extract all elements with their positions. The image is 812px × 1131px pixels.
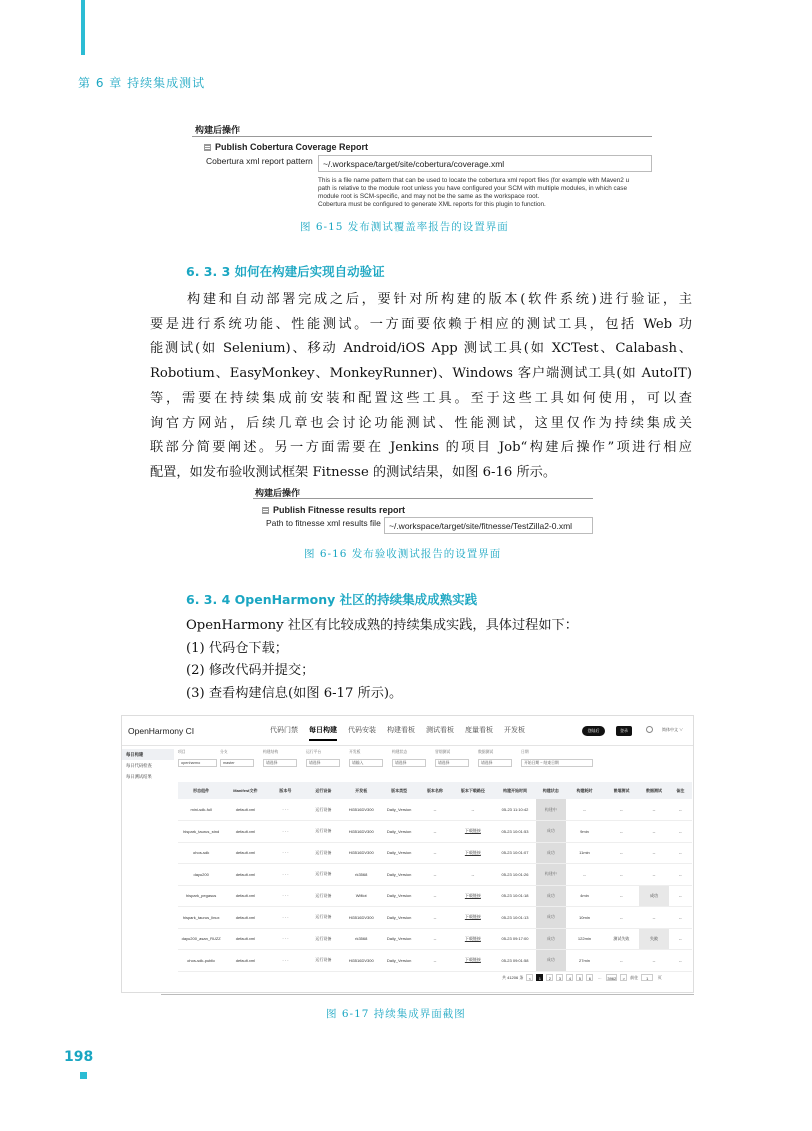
- table-cell: 05-23 09:17:00: [494, 928, 536, 950]
- pagination: [502, 974, 663, 981]
- table-cell: 27min: [566, 950, 604, 972]
- table-cell: --: [669, 950, 692, 972]
- table-cell: rk3568: [342, 864, 380, 886]
- table-cell: --: [418, 821, 452, 843]
- table-cell: --: [418, 842, 452, 864]
- table-cell: Daily_Version: [380, 928, 418, 950]
- page-marker: [80, 1072, 87, 1079]
- table-cell[interactable]: --: [452, 864, 494, 886]
- fig15-field-label: Cobertura xml report pattern: [206, 156, 313, 166]
- table-cell: 成功: [536, 821, 565, 843]
- table-cell: --: [639, 907, 668, 929]
- filter-data-test[interactable]: 请选择: [478, 759, 512, 767]
- table-cell: --: [418, 928, 452, 950]
- filter-build-status[interactable]: 请选择: [392, 759, 426, 767]
- column-header: 冒烟测试: [603, 782, 639, 799]
- table-cell: --: [669, 864, 692, 886]
- table-header: [178, 782, 692, 799]
- table-cell: --: [639, 864, 668, 886]
- table-cell: --: [669, 907, 692, 929]
- ci-nav: [270, 725, 525, 741]
- page-button[interactable]: 6: [586, 974, 593, 981]
- login-button[interactable]: 登录: [616, 726, 632, 736]
- nav-daily-build[interactable]: 每日构建: [309, 725, 337, 741]
- fig16-divider: [253, 498, 593, 499]
- table-cell: 05-23 10:01:07: [494, 842, 536, 864]
- column-header: 构建状态: [536, 782, 565, 799]
- table-cell: 构建中: [536, 799, 565, 821]
- table-cell[interactable]: 运行设备: [304, 821, 342, 843]
- table-cell: Hi3516DV300: [342, 799, 380, 821]
- sidebar-item-test-result[interactable]: 每日测试结果: [126, 774, 152, 779]
- table-cell[interactable]: · · ·: [266, 842, 304, 864]
- table-cell[interactable]: 下载链接: [452, 928, 494, 950]
- ci-topbar: [122, 716, 693, 746]
- table-cell: --: [603, 842, 639, 864]
- table-cell: Daily_Version: [380, 842, 418, 864]
- page-button[interactable]: <: [526, 974, 533, 981]
- table-cell[interactable]: 下载链接: [452, 885, 494, 907]
- table-cell: 9min: [566, 821, 604, 843]
- table-cell: --: [639, 799, 668, 821]
- table-body: [178, 799, 692, 971]
- table-cell[interactable]: 运行设备: [304, 799, 342, 821]
- table-cell: default.xml: [224, 885, 266, 907]
- table-cell: Hi3516DV300: [342, 842, 380, 864]
- page-button[interactable]: 1: [536, 974, 543, 981]
- filter-smoke[interactable]: 请选择: [435, 759, 469, 767]
- table-cell[interactable]: · · ·: [266, 950, 304, 972]
- table-cell: ohos-sdk-public: [178, 950, 224, 972]
- fig15-section-title: 构建后操作: [195, 125, 241, 135]
- table-cell: hispark_taurus_stnd: [178, 821, 224, 843]
- column-header: 形态组件: [178, 782, 224, 799]
- column-header: 版本下载路径: [452, 782, 494, 799]
- column-header: 版本名称: [418, 782, 452, 799]
- table-cell[interactable]: 下载链接: [452, 821, 494, 843]
- table-cell: 成功: [536, 928, 565, 950]
- column-header: 构建耗时: [566, 782, 604, 799]
- table-cell[interactable]: 下载链接: [452, 842, 494, 864]
- table-cell: 4min: [566, 885, 604, 907]
- table-cell[interactable]: 运行设备: [304, 950, 342, 972]
- table-cell: --: [418, 950, 452, 972]
- table-cell: 11min: [566, 842, 604, 864]
- chapter-accent-bar: [81, 0, 85, 55]
- table-cell[interactable]: 运行设备: [304, 885, 342, 907]
- nav-gate[interactable]: 代码门禁: [270, 727, 298, 734]
- table-cell: Daily_Version: [380, 950, 418, 972]
- table-cell: Hi3516DV300: [342, 950, 380, 972]
- table-cell: 构建中: [536, 864, 565, 886]
- table-cell: default.xml: [224, 928, 266, 950]
- page-number: 198: [64, 1049, 94, 1065]
- table-cell: 10min: [566, 907, 604, 929]
- table-cell: 05-23 09:01:58: [494, 950, 536, 972]
- table-cell[interactable]: · · ·: [266, 885, 304, 907]
- column-header: Manifest文件: [224, 782, 266, 799]
- table-cell: 05-23 10:01:13: [494, 907, 536, 929]
- column-header: 版本号: [266, 782, 304, 799]
- table-row: [178, 907, 692, 929]
- table-cell: --: [603, 885, 639, 907]
- login-after-button[interactable]: 登陆后: [582, 726, 605, 736]
- table-cell: mini-sdk-full: [178, 799, 224, 821]
- filter-project[interactable]: openharmo: [178, 759, 217, 767]
- table-cell: --: [669, 842, 692, 864]
- table-cell[interactable]: 运行设备: [304, 928, 342, 950]
- table-cell[interactable]: --: [452, 799, 494, 821]
- table-cell[interactable]: 运行设备: [304, 864, 342, 886]
- table-cell: Daily_Version: [380, 885, 418, 907]
- page-button[interactable]: >: [620, 974, 627, 981]
- column-header: 运行设备: [304, 782, 342, 799]
- nav-code-install[interactable]: 代码安装: [348, 727, 376, 734]
- table-cell: --: [418, 864, 452, 886]
- table-cell[interactable]: 运行设备: [304, 907, 342, 929]
- filter-platform[interactable]: 请选择: [306, 759, 340, 767]
- column-header: 版本类型: [380, 782, 418, 799]
- column-header: 开发板: [342, 782, 380, 799]
- table-cell: 失败: [639, 928, 668, 950]
- table-cell: 成功: [639, 885, 668, 907]
- column-header: 数据测试: [639, 782, 668, 799]
- table-cell: Daily_Version: [380, 864, 418, 886]
- section-6-3-4-body: OpenHarmony 社区有比较成熟的持续集成实践，具体过程如下： (1) 代码仓下载； (2) 修改代码并提交； (3) 查看构建信息(如图 6-17 所示)。: [186, 618, 578, 702]
- table-cell[interactable]: · · ·: [266, 928, 304, 950]
- table-cell: 测试失败: [603, 928, 639, 950]
- fitnesse-path-input[interactable]: ~/.workspace/target/site/fitnesse/TestZilla2-0.xml: [384, 517, 593, 534]
- chapter-header: 第 6 章 持续集成测试: [78, 76, 206, 90]
- fig15-caption: 图 6-15 发布测试覆盖率报告的设置界面: [300, 221, 509, 233]
- fig15-divider: [192, 136, 652, 137]
- table-cell: 05-23 10:01:26: [494, 864, 536, 886]
- table-cell: dayu200_asan_RUZZ: [178, 928, 224, 950]
- sidebar-item-code-check[interactable]: 每日代码检查: [126, 763, 152, 768]
- nav-dev-board[interactable]: 开发板: [504, 727, 525, 734]
- filter-devboard[interactable]: 请输入: [349, 759, 383, 767]
- nav-build-board[interactable]: 构建看板: [387, 727, 415, 734]
- ci-sidebar: [122, 746, 174, 993]
- table-row: [178, 928, 692, 950]
- column-header: 构建开始时间: [494, 782, 536, 799]
- table-cell: 05-23 11:10:42: [494, 799, 536, 821]
- table-cell: --: [669, 821, 692, 843]
- openharmony-ci-screenshot: OpenHarmony CI 代码门禁 每日构建 代码安装 构建看板 测试看板 度量看板 开发板 登陆后 登录 简体中文 ∨ 每日构建 每日代码检查 每日测试结果 项目 openharmo 分支 master 构建结构 请选择 运行平台 请选择 开发板 请输入 构建状态 请选择 冒烟测试 请选择 数据测试 请选择 日期 开始日期 ~ 结束日期 形态组件 Manifest文件 版本号 运行设备 开发板 版本类型 版本名称 版本下载路径 构建开始时间 构建状态 构建耗时 冒烟测试 数据测试 备注 mini-sdk-full default.xml · · · 运行设备 Hi3516DV300 Daily_Version -- -- 05-23 11:10:42 构建中 -- -- -- -- hispark_taurus_stnd default.xml · · · 运行设备 Hi3516DV300 Daily_Version -- 下载链接 05-23 10:01:53 成功 9min -- -- -- ohos-sdk default.xml · · · 运行设备 Hi3516DV300 Daily_Version -- 下载链接 05-23 10:01:07 成功 11min -- -- -- dayu200 default.xml · · · 运行设备 rk3568 Daily_Version -- -- 05-23 10:01:26 构建中 -- -- -- -- hispark_pegasus default.xml · · · 运行设备 Wifiiot Daily_Version -- 下载链接 05-23 10:01:18 成功 4min -- 成功 -- hispark_taurus_linux default.xml · · · 运行设备 Hi3516DV300 Daily_Version -- 下载链接 05-23 10:01:13 成功 10min -- -- -- dayu200_asan_RUZZ default.xml · · · 运行设备 rk3568 Daily_Version -- 下载链接 05-23 09:17:00 成功 122min 测试失败 失败 -- ohos-sdk-public default.xml · · · 运行设备 Hi3516DV300 Daily_Version -- 下载链接 05-23 09:01:58 成功 27min -- -- -- 共 41206 条 < 1 2 3 4 5 6 ... 3962 > 前往 1 页: [121, 715, 694, 993]
- table-cell: --: [603, 821, 639, 843]
- table-cell: --: [639, 821, 668, 843]
- fig15-help-text: This is a file name pattern that can be used to locate the cobertura xml report files (for example with Maven2 u path is relative to the module root unless you have configured your SCM with multiple modules, in which case module root is SCM-specific, and may not be the same as the workspace root. Cobertura must be configured to generate XML reports for this plugin to function.: [318, 177, 630, 208]
- table-cell: --: [639, 842, 668, 864]
- table-cell: default.xml: [224, 907, 266, 929]
- table-cell: --: [418, 799, 452, 821]
- table-row: [178, 799, 692, 821]
- table-cell: Daily_Version: [380, 799, 418, 821]
- table-cell: --: [669, 885, 692, 907]
- table-cell[interactable]: · · ·: [266, 907, 304, 929]
- nav-metric-board[interactable]: 度量看板: [465, 727, 493, 734]
- filter-build-struct[interactable]: 请选择: [263, 759, 297, 767]
- table-cell: --: [639, 950, 668, 972]
- column-header: 备注: [669, 782, 692, 799]
- table-cell: Daily_Version: [380, 907, 418, 929]
- table-cell: 05-23 10:01:53: [494, 821, 536, 843]
- table-row: [178, 864, 692, 886]
- table-cell: Hi3516DV300: [342, 907, 380, 929]
- page-button[interactable]: ...: [598, 975, 602, 980]
- page-button[interactable]: 4: [566, 974, 573, 981]
- fig17-caption: 图 6-17 持续集成界面截图: [326, 1008, 466, 1020]
- page-button[interactable]: 3962: [607, 976, 617, 981]
- table-cell: Hi3516DV300: [342, 821, 380, 843]
- cobertura-pattern-input[interactable]: ~/.workspace/target/site/cobertura/coverage.xml: [318, 155, 652, 172]
- table-cell: 成功: [536, 885, 565, 907]
- table-cell: ohos-sdk: [178, 842, 224, 864]
- fig17-bottom-rule: [161, 994, 694, 995]
- page-button[interactable]: 3: [556, 974, 563, 981]
- table-cell: --: [603, 950, 639, 972]
- page-button[interactable]: 2: [546, 974, 553, 981]
- table-row: [178, 842, 692, 864]
- sidebar-item-daily-build[interactable]: 每日构建: [122, 749, 174, 760]
- fig16-caption: 图 6-16 发布验收测试报告的设置界面: [304, 548, 502, 560]
- goto-page-input[interactable]: 1: [641, 974, 653, 981]
- table-cell: hispark_taurus_linux: [178, 907, 224, 929]
- filter-branch[interactable]: master: [220, 759, 254, 767]
- help-icon[interactable]: [646, 726, 653, 733]
- table-cell: --: [669, 928, 692, 950]
- fig15-publisher-title: Publish Cobertura Coverage Report: [204, 142, 368, 152]
- table-cell[interactable]: 下载链接: [452, 950, 494, 972]
- table-cell: dayu200: [178, 864, 224, 886]
- table-cell: Daily_Version: [380, 821, 418, 843]
- table-cell: --: [603, 799, 639, 821]
- table-cell: --: [566, 799, 604, 821]
- table-cell: default.xml: [224, 864, 266, 886]
- table-cell[interactable]: · · ·: [266, 864, 304, 886]
- table-cell: default.xml: [224, 799, 266, 821]
- fig16-section-title: 构建后操作: [255, 488, 301, 498]
- table-cell: rk3568: [342, 928, 380, 950]
- section-6-3-3-body: 构建和自动部署完成之后，要针对所构建的版本(软件系统)进行验证，主 要是进行系统功能、性能测试。一方面要依赖于相应的测试工具，包括 Web 功 能测试(如 Selenium)、移动 Android/iOS App 测试工具(如 XCTest、Calabash、 Robotium、EasyMonkey、MonkeyRunner)、Windows 客户端测试工具(如 AutoIT) 等，需要在持续集成前安装和配置这些工具。至于这些工具如何使用，可以查 询官方网站，后续几章也会讨论功能测试、性能测试，这里仅作为持续集成关 联部分简要阐述。另一方面需要在 Jenkins 的项目 Job“构建后操作”项进行相应 配置，如发布验收测试框架 Fitnesse 的测试结果，如图 6-16 所示。: [150, 292, 692, 480]
- table-row: [178, 950, 692, 972]
- table-cell: 122min: [566, 928, 604, 950]
- daily-build-table: [178, 782, 692, 972]
- table-cell: 成功: [536, 907, 565, 929]
- table-cell: --: [603, 864, 639, 886]
- table-cell[interactable]: 下载链接: [452, 907, 494, 929]
- table-cell: --: [418, 885, 452, 907]
- table-cell: default.xml: [224, 821, 266, 843]
- table-cell: --: [603, 907, 639, 929]
- table-cell: 05-23 10:01:18: [494, 885, 536, 907]
- table-cell[interactable]: · · ·: [266, 821, 304, 843]
- table-cell[interactable]: 运行设备: [304, 842, 342, 864]
- fig16-field-label: Path to fitnesse xml results file: [266, 518, 381, 528]
- drag-handle-icon[interactable]: [262, 507, 269, 514]
- goto-label: 前往: [630, 975, 639, 980]
- section-6-3-3-title: 6. 3. 3 如何在构建后实现自动验证: [186, 264, 385, 279]
- table-cell: --: [566, 864, 604, 886]
- language-select[interactable]: 简体中文 ∨: [662, 727, 684, 732]
- table-row: [178, 885, 692, 907]
- table-cell[interactable]: · · ·: [266, 799, 304, 821]
- ci-brand: OpenHarmony CI: [128, 726, 195, 736]
- table-cell: --: [669, 799, 692, 821]
- page-button[interactable]: 5: [576, 974, 583, 981]
- table-cell: hispark_pegasus: [178, 885, 224, 907]
- table-cell: 成功: [536, 842, 565, 864]
- table-cell: 成功: [536, 950, 565, 972]
- page-unit: 页: [657, 975, 662, 980]
- section-6-3-4-title: 6. 3. 4 OpenHarmony 社区的持续集成成熟实践: [186, 592, 478, 607]
- total-count: 共 41206 条: [502, 975, 524, 980]
- filter-date-range[interactable]: 开始日期 ~ 结束日期: [521, 759, 593, 767]
- table-cell: Wifiiot: [342, 885, 380, 907]
- nav-test-board[interactable]: 测试看板: [426, 727, 454, 734]
- table-cell: --: [418, 907, 452, 929]
- fig16-publisher-title: Publish Fitnesse results report: [262, 505, 405, 515]
- table-cell: default.xml: [224, 950, 266, 972]
- drag-handle-icon[interactable]: [204, 144, 211, 151]
- table-cell: default.xml: [224, 842, 266, 864]
- table-row: [178, 821, 692, 843]
